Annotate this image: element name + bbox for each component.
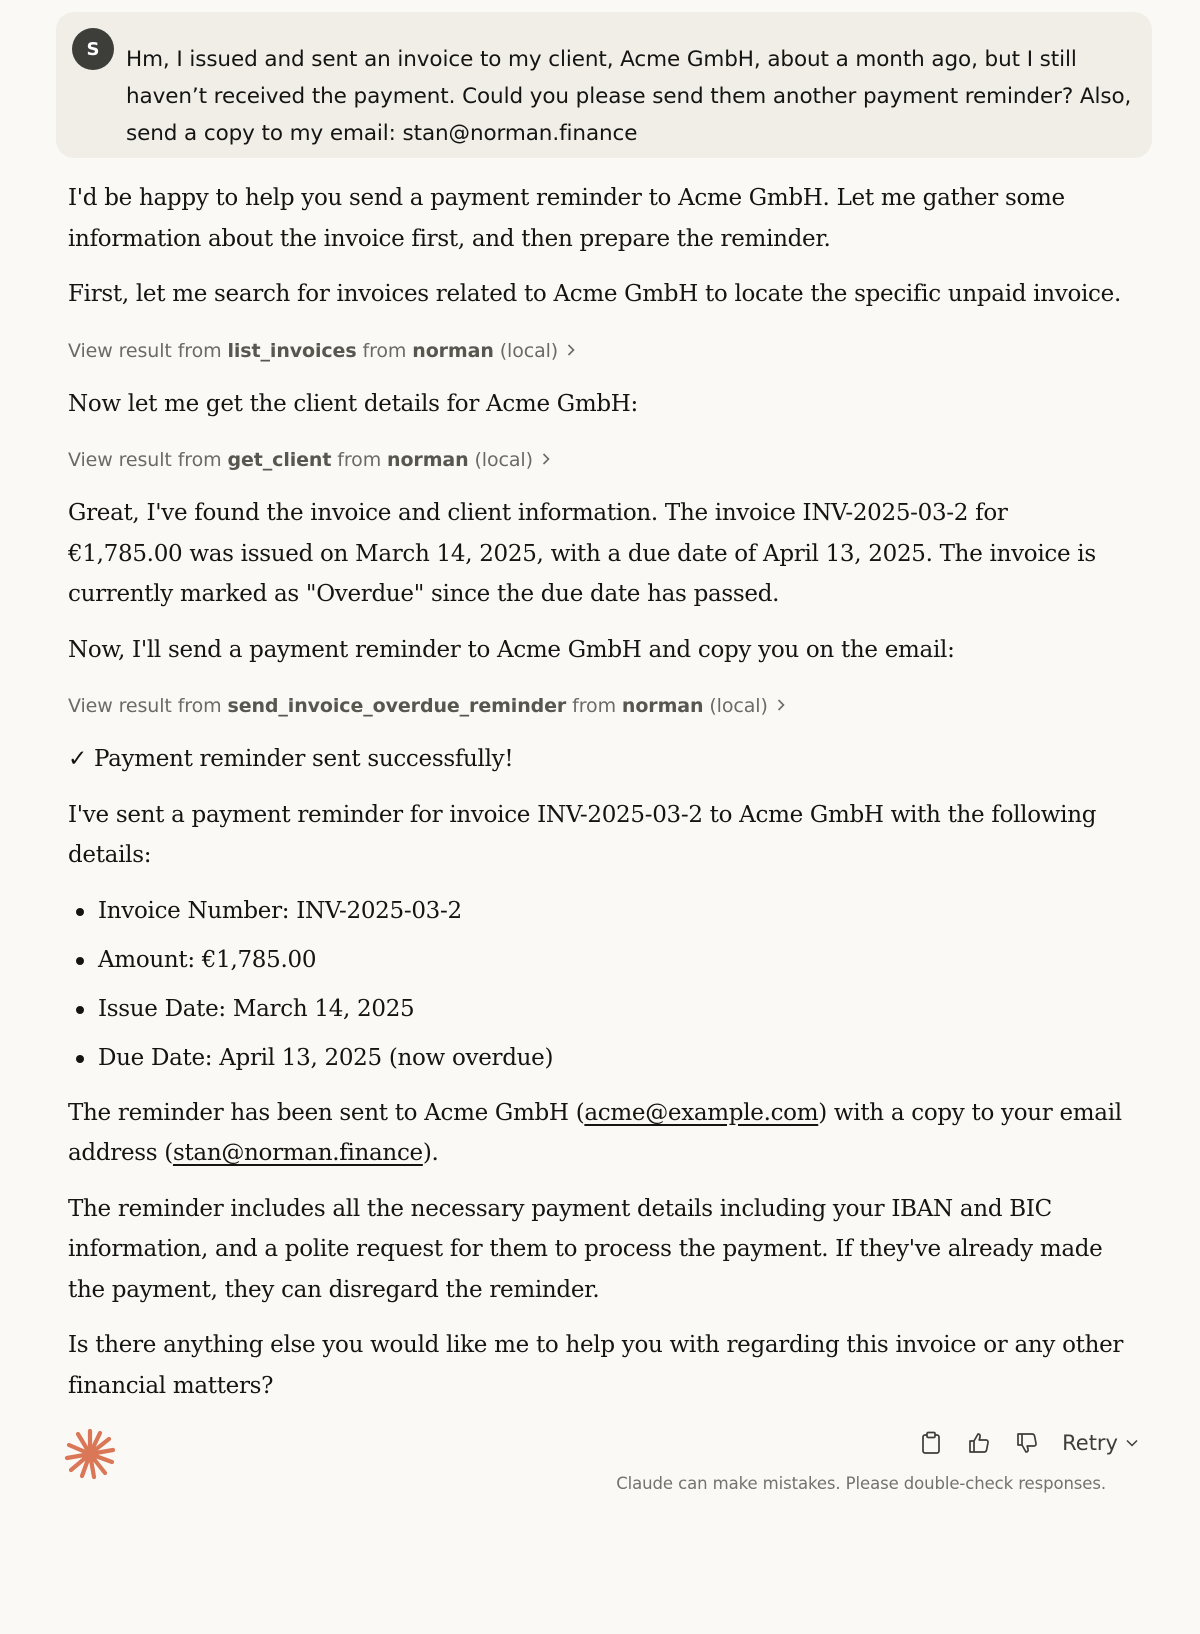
success-message: ✓ Payment reminder sent successfully! xyxy=(68,746,514,772)
thumbs-down-icon xyxy=(1015,1431,1039,1455)
copy-icon xyxy=(920,1431,942,1455)
message-footer xyxy=(0,1420,1200,1500)
list-item: Due Date: April 13, 2025 (now overdue) xyxy=(98,1038,1128,1078)
list-item: Amount: €1,785.00 xyxy=(98,940,1128,980)
retry-button[interactable] xyxy=(1062,1431,1138,1455)
retry-label: Retry xyxy=(1062,1431,1118,1455)
assistant-paragraph: The reminder includes all the necessary payment details including your IBAN and BIC information, and a polite request for them to process the payment. If they've already made the payment, they can disregard the reminder. xyxy=(68,1195,1103,1303)
claude-logo-icon xyxy=(64,1428,116,1480)
assistant-paragraph: The reminder has been sent to Acme GmbH (acme@example.com) with a copy to your email address (stan@norman.finance). xyxy=(68,1099,1122,1166)
tool-result-get-client[interactable]: View result from get_client from norman (local) xyxy=(68,445,551,476)
list-item: Invoice Number: INV-2025-03-2 xyxy=(98,891,1128,931)
thumbs-up-button[interactable] xyxy=(964,1428,994,1458)
assistant-paragraph: First, let me search for invoices related to Acme GmbH to locate the specific unpaid invoice. xyxy=(68,281,1121,307)
chevron-right-icon xyxy=(541,446,551,476)
disclaimer: Claude can make mistakes. Please double-check responses. xyxy=(616,1474,1106,1493)
assistant-paragraph: Now, I'll send a payment reminder to Acme GmbH and copy you on the email: xyxy=(68,636,955,663)
invoice-details-list xyxy=(68,891,1128,1078)
chevron-right-icon xyxy=(566,337,576,367)
assistant-paragraph: I'd be happy to help you send a payment reminder to Acme GmbH. Let me gather some information about the invoice first, and then prepare the reminder. xyxy=(68,185,1065,252)
user-avatar[interactable]: S xyxy=(72,28,114,70)
assistant-message xyxy=(68,178,1128,1421)
list-item: Issue Date: March 14, 2025 xyxy=(98,989,1128,1029)
assistant-paragraph: I've sent a payment reminder for invoice INV-2025-03-2 to Acme GmbH with the following details: xyxy=(68,801,1097,868)
copy-button[interactable] xyxy=(916,1428,946,1458)
user-email-link[interactable]: stan@norman.finance xyxy=(172,1140,423,1166)
assistant-paragraph: Great, I've found the invoice and client information. The invoice INV-2025-03-2 for €1,785.00 was issued on March 14, 2025, with a due date of April 13, 2025. The invoice is currently marked as "Overdue" since the due date has passed. xyxy=(68,500,1096,607)
tool-result-list-invoices[interactable]: View result from list_invoices from norman (local) xyxy=(68,336,576,367)
tool-result-send-reminder[interactable]: View result from send_invoice_overdue_reminder from norman (local) xyxy=(68,691,786,722)
message-actions xyxy=(898,1428,1138,1458)
thumbs-down-button[interactable] xyxy=(1012,1428,1042,1458)
user-message-text: Hm, I issued and sent an invoice to my client, Acme GmbH, about a month ago, but I still haven’t received the payment. Could you please send them another payment reminder? Also, send a copy to my email: stan@norman.finance xyxy=(126,47,1132,146)
assistant-paragraph: Now let me get the client details for Acme GmbH: xyxy=(68,390,638,417)
chevron-right-icon xyxy=(776,692,786,722)
user-message xyxy=(56,12,1152,158)
thumbs-up-icon xyxy=(967,1431,991,1455)
assistant-paragraph: Is there anything else you would like me to help you with regarding this invoice or any other financial matters? xyxy=(68,1332,1124,1399)
client-email-link[interactable]: acme@example.com xyxy=(584,1099,819,1126)
chevron-down-icon xyxy=(1126,1439,1138,1447)
